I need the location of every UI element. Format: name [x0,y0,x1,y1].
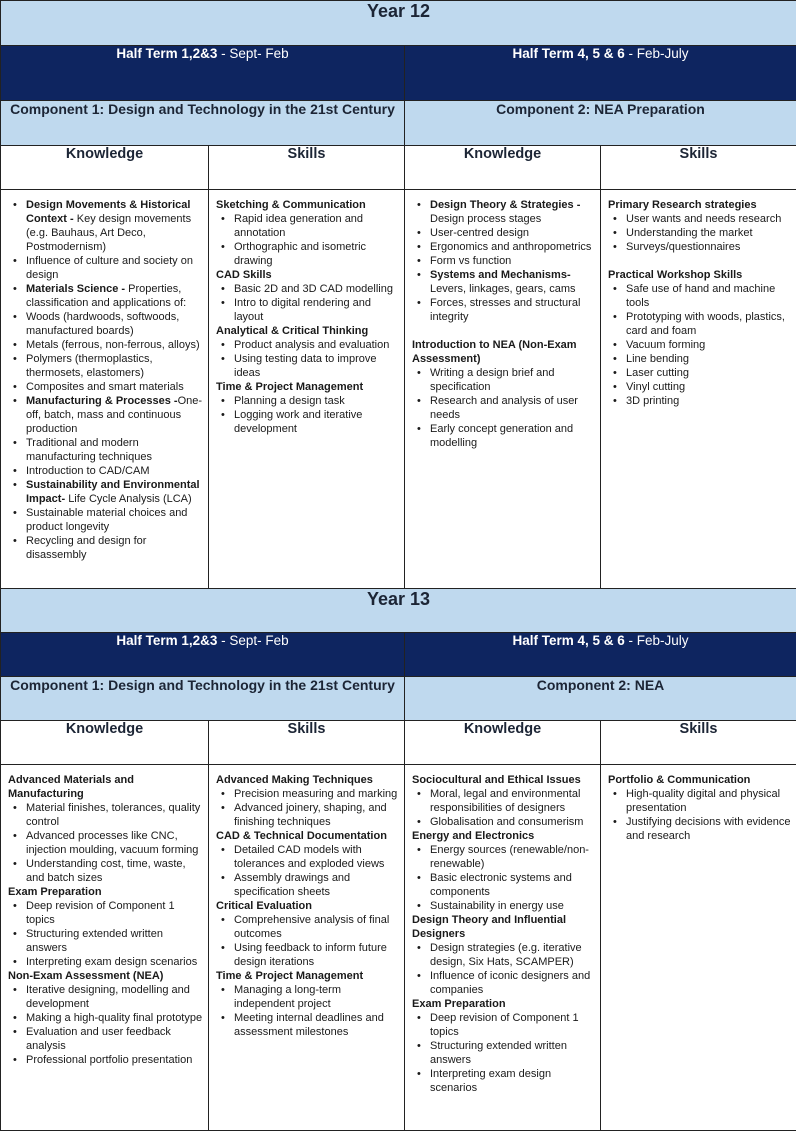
list-item: • Sustainability in energy use [412,899,596,913]
year13-term1 [1,633,405,677]
section-title: Energy and Electronics [412,830,535,842]
year12-term1-label: Half Term 1,2&3 [116,46,218,61]
year13-component2: Component 2: NEA [405,677,796,721]
list-item: • Vinyl cutting [608,380,792,394]
topic-text: Design process stages [430,213,542,225]
list-item: • Orthographic and isometric drawing [216,240,400,268]
skills-list [216,843,400,899]
skills-list [216,983,400,1039]
list-item: • Polymers (thermoplastics, thermosets, elastomers) [8,352,204,380]
list-item: • Metals (ferrous, non-ferrous, alloys) [8,338,204,352]
list-item: • Advanced processes like CNC, injection moulding, vacuum forming [8,829,204,857]
topic-heading: Design Theory & Strategies - [430,199,581,211]
list-item: • Form vs function [412,254,596,268]
list-item: • Traditional and modern manufacturing techniques [8,436,204,464]
year13-term2-label: Half Term 4, 5 & 6 [512,633,625,648]
topic-text: Key design movements (e.g. Bauhaus, Art Deco, Postmodernism) [26,213,192,253]
list-item: • Vacuum forming [608,338,792,352]
list-item: • Moral, legal and environmental responsibilities of designers [412,787,596,815]
year12-header-skills-2: Skills [601,146,796,190]
section-title: CAD Skills [216,269,272,281]
section-title: Sketching & Communication [216,199,366,211]
list-item: • Detailed CAD models with tolerances and exploded views [216,843,400,871]
year13-c2-skills-cell [601,765,796,1131]
section-title: Advanced Materials and Manufacturing [8,774,134,800]
list-item [8,198,204,254]
list-item: • Structuring extended written answers [412,1039,596,1067]
list-item: • User-centred design [412,226,596,240]
year13-term2-dates: - Feb-July [624,633,689,648]
list-item: • 3D printing [608,394,792,408]
year13-term1-dates: - Sept- Feb [217,633,289,648]
topic-heading: Systems and Mechanisms- [430,269,571,281]
knowledge-list [8,983,204,1067]
section-title: Portfolio & Communication [608,774,751,786]
skills-list [608,282,792,408]
list-item: • Surveys/questionnaires [608,240,792,254]
list-item: • Product analysis and evaluation [216,338,400,352]
list-item: • Influence of culture and society on design [8,254,204,282]
section-title: Exam Preparation [412,998,506,1010]
list-item: • Logging work and iterative development [216,408,400,436]
section-title: Time & Project Management [216,381,364,393]
list-item: • Comprehensive analysis of final outcomes [216,913,400,941]
list-item: • Iterative designing, modelling and development [8,983,204,1011]
year13-header-knowledge-1: Knowledge [1,721,209,765]
list-item: • Research and analysis of user needs [412,394,596,422]
list-item: • Prototyping with woods, plastics, card and foam [608,310,792,338]
list-item: • Rapid idea generation and annotation [216,212,400,240]
list-item: • Writing a design brief and specification [412,366,596,394]
year13-c1-skills-cell [209,765,405,1131]
list-item [8,394,204,436]
skills-list [216,338,400,380]
year13-header-knowledge-2: Knowledge [405,721,601,765]
year12-header-skills-1: Skills [209,146,405,190]
knowledge-list [412,843,596,913]
list-item: • Ergonomics and anthropometrics [412,240,596,254]
list-item: • Precision measuring and marking [216,787,400,801]
year12-c2-skills-cell [601,190,796,589]
year12-term1-dates: - Sept- Feb [217,46,289,61]
skills-list [608,212,792,254]
year12-term2 [405,46,796,101]
year12-term2-label: Half Term 4, 5 & 6 [512,46,625,61]
year13-term1-label: Half Term 1,2&3 [116,633,218,648]
knowledge-list [412,1011,596,1095]
year13-component1: Component 1: Design and Technology in the 21st Century [1,677,405,721]
list-item: • Justifying decisions with evidence and research [608,815,792,843]
year12-component-row [1,101,796,146]
list-item: • Meeting internal deadlines and assessment milestones [216,1011,400,1039]
year13-title: Year 13 [1,589,796,633]
topic-heading: Manufacturing & Processes - [26,395,178,407]
list-item [8,478,204,506]
list-item: • Basic electronic systems and components [412,871,596,899]
topic-heading: Materials Science - [26,283,129,295]
list-item: • Globalisation and consumerism [412,815,596,829]
knowledge-list [8,801,204,885]
year12-term1 [1,46,405,101]
section-title: Analytical & Critical Thinking [216,325,369,337]
list-item: • Safe use of hand and machine tools [608,282,792,310]
year12-component1: Component 1: Design and Technology in the 21st Century [1,101,405,146]
list-item: • Line bending [608,352,792,366]
list-item: • Basic 2D and 3D CAD modelling [216,282,400,296]
skills-list [608,787,792,843]
year13-header-skills-2: Skills [601,721,796,765]
knowledge-list [8,899,204,969]
section-title: Exam Preparation [8,886,102,898]
year13-term2 [405,633,796,677]
year12-header-row [1,146,796,190]
list-item: • Using feedback to inform future design iterations [216,941,400,969]
skills-list [216,913,400,969]
year13-header-row [1,721,796,765]
knowledge-list [412,787,596,829]
knowledge-list [412,366,596,450]
list-item: • Evaluation and user feedback analysis [8,1025,204,1053]
list-item: • Sustainable material choices and product longevity [8,506,204,534]
year12-c1-skills-cell [209,190,405,589]
list-item: • Design strategies (e.g. iterative design, Six Hats, SCAMPER) [412,941,596,969]
skills-list [216,212,400,268]
list-item: • Early concept generation and modelling [412,422,596,450]
section-title: Practical Workshop Skills [608,269,743,281]
list-item: • Planning a design task [216,394,400,408]
list-item [8,282,204,310]
year13-c1-knowledge-cell [1,765,209,1131]
year13-title-row [1,589,796,633]
section-title: Introduction to NEA (Non-Exam Assessment) [412,339,577,365]
section-title: Critical Evaluation [216,900,312,912]
topic-text: Properties, classification and applications of: [26,283,187,309]
list-item: • Deep revision of Component 1 topics [412,1011,596,1039]
list-item [412,268,596,296]
list-item: • Making a high-quality final prototype [8,1011,204,1025]
year13-component-row [1,677,796,721]
skills-list [216,282,400,324]
section-title: Primary Research strategies [608,199,757,211]
list-item: • Structuring extended written answers [8,927,204,955]
list-item: • Understanding cost, time, waste, and batch sizes [8,857,204,885]
list-item: • Energy sources (renewable/non-renewable) [412,843,596,871]
list-item: • Introduction to CAD/CAM [8,464,204,478]
year12-title: Year 12 [1,1,796,46]
list-item: • Composites and smart materials [8,380,204,394]
list-item: • Intro to digital rendering and layout [216,296,400,324]
topic-text: Levers, linkages, gears, cams [430,283,576,295]
year13-header-skills-1: Skills [209,721,405,765]
section-title: Non-Exam Assessment (NEA) [8,970,164,982]
section-title: Sociocultural and Ethical Issues [412,774,581,786]
year12-c1-knowledge-list [8,198,204,562]
list-item: • Deep revision of Component 1 topics [8,899,204,927]
list-item: • Laser cutting [608,366,792,380]
topic-heading: Sustainability and Environmental Impact- [26,479,200,505]
year12-header-knowledge-1: Knowledge [1,146,209,190]
year12-header-knowledge-2: Knowledge [405,146,601,190]
knowledge-list [412,941,596,997]
year13-c2-knowledge-cell [405,765,601,1131]
year12-title-row [1,1,796,46]
list-item: • Interpreting exam design scenarios [8,955,204,969]
knowledge-list [412,198,596,324]
year12-content-row [1,190,796,589]
year13-content-row [1,765,796,1131]
topic-text: One-off, batch, mass and continuous production [26,395,203,435]
list-item: • Advanced joinery, shaping, and finishing techniques [216,801,400,829]
list-item: • Assembly drawings and specification sheets [216,871,400,899]
topic-text: Life Cycle Analysis (LCA) [68,493,192,505]
list-item: • Professional portfolio presentation [8,1053,204,1067]
skills-list [216,787,400,829]
year12-term-row [1,46,796,101]
year12-c2-knowledge-cell [405,190,601,589]
list-item: • Forces, stresses and structural integrity [412,296,596,324]
year12-c1-knowledge-cell [1,190,209,589]
list-item: • Understanding the market [608,226,792,240]
list-item: • Managing a long-term independent project [216,983,400,1011]
section-title: CAD & Technical Documentation [216,830,387,842]
topic-heading: Design Movements & Historical Context - [26,199,191,225]
list-item: • Recycling and design for disassembly [8,534,204,562]
list-item: • Influence of iconic designers and companies [412,969,596,997]
list-item: • High-quality digital and physical presentation [608,787,792,815]
year13-term-row [1,633,796,677]
year12-component2: Component 2: NEA Preparation [405,101,796,146]
list-item: • Material finishes, tolerances, quality control [8,801,204,829]
section-title: Design Theory and Influential Designers [412,914,567,940]
list-item: • Woods (hardwoods, softwoods, manufactured boards) [8,310,204,338]
list-item: • User wants and needs research [608,212,792,226]
year12-term2-dates: - Feb-July [624,46,689,61]
list-item: • Using testing data to improve ideas [216,352,400,380]
list-item: • Interpreting exam design scenarios [412,1067,596,1095]
section-title: Time & Project Management [216,970,364,982]
section-title: Advanced Making Techniques [216,774,373,786]
skills-list [216,394,400,436]
list-item [412,198,596,226]
